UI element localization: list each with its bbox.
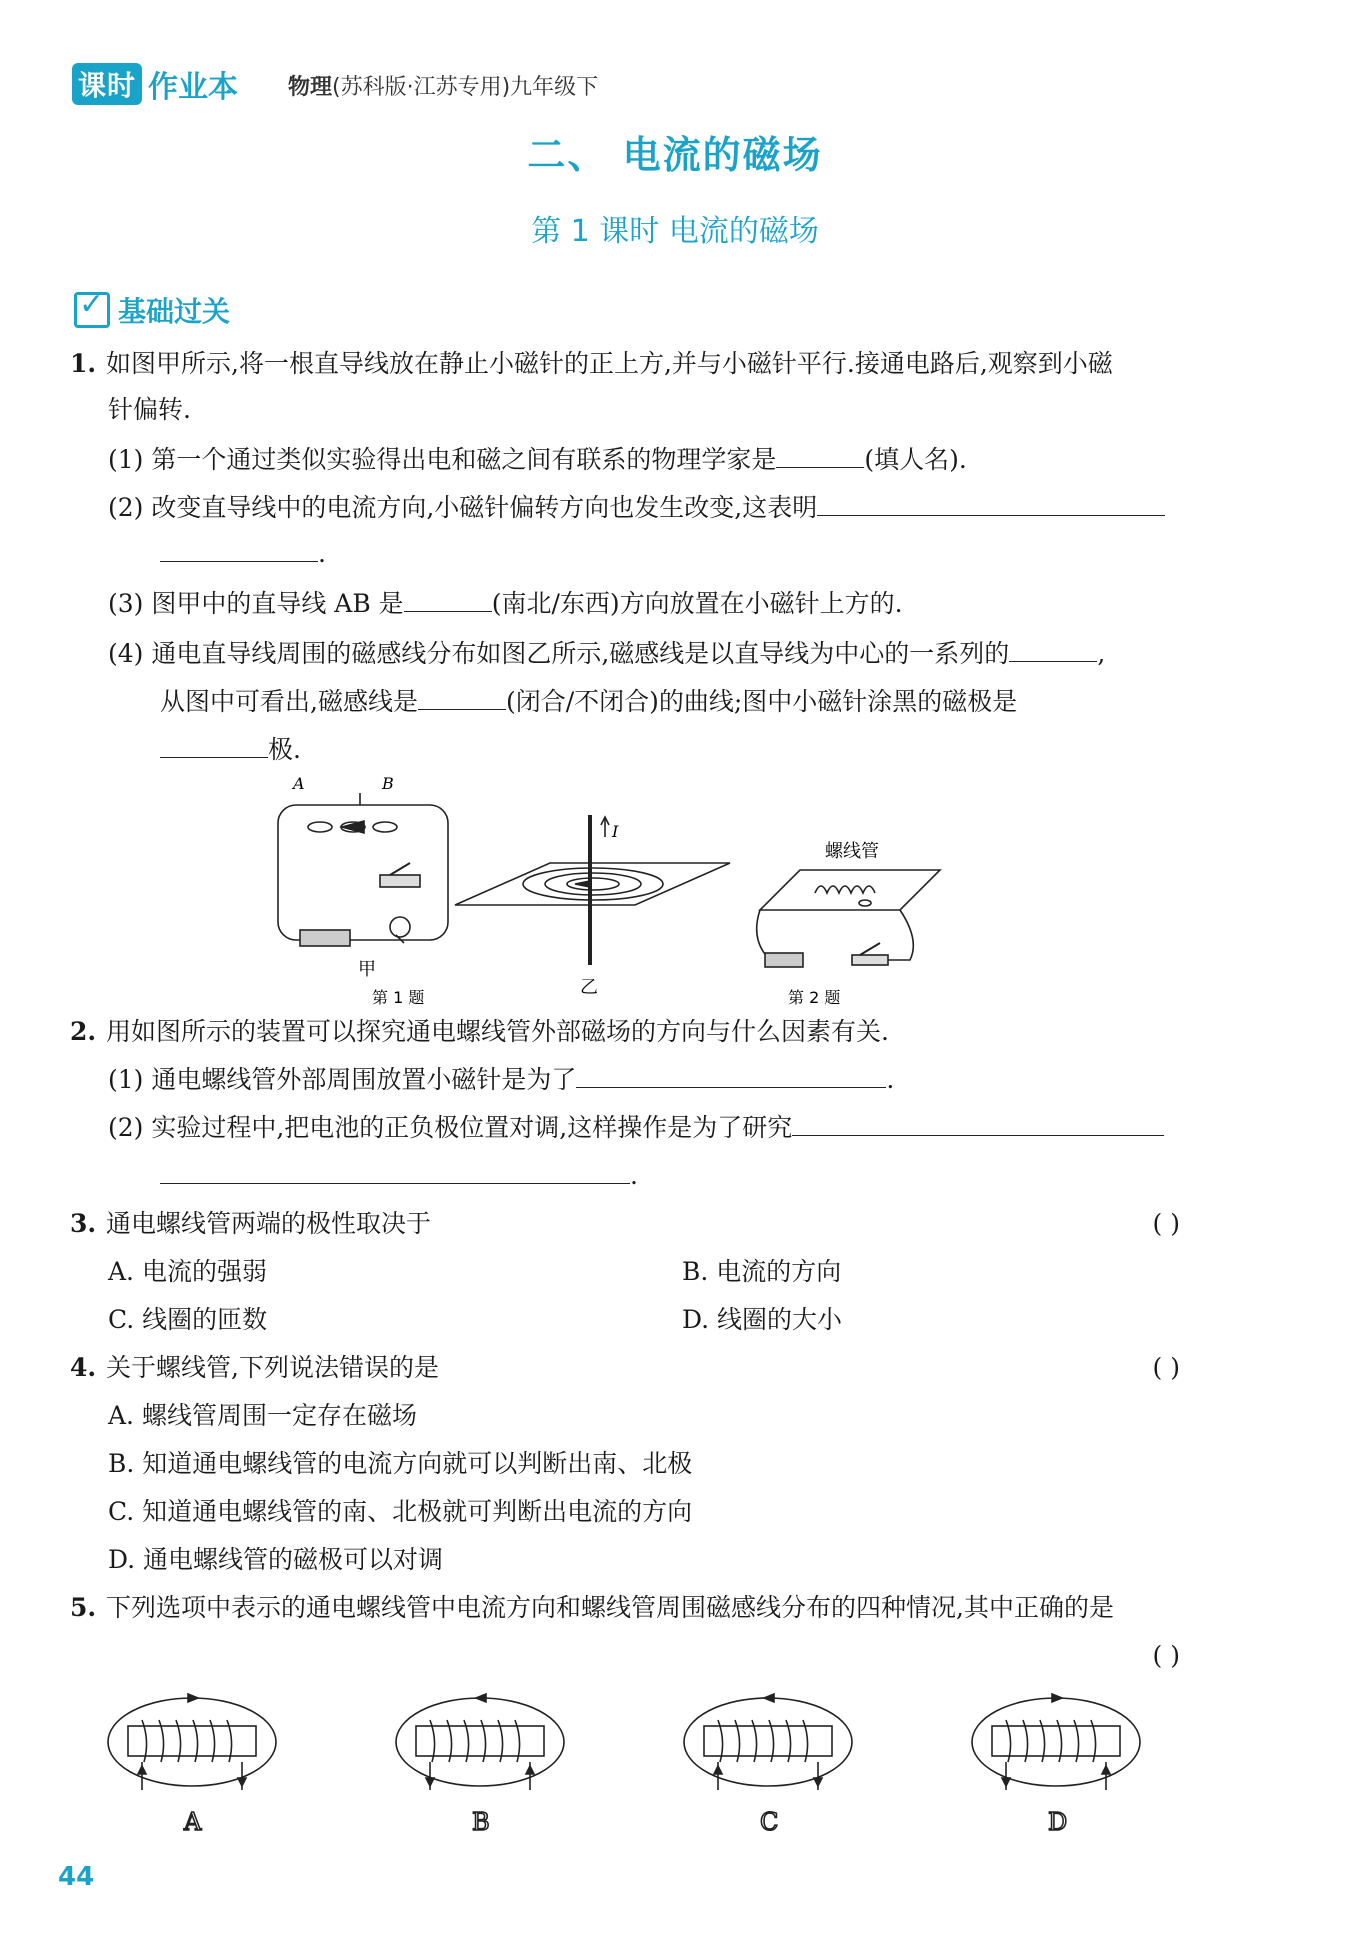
q1-part3-tail: (南北/东西)方向放置在小磁针上方的. [491,589,903,618]
q4-option-b: B. 知道通电螺线管的电流方向就可以判断出南、北极 [108,1449,693,1478]
q1-part4-tail: 极. [268,735,301,764]
q1-part1-tail: (填人名). [864,445,967,474]
figure-jia [278,793,448,946]
q4-number: 4. [70,1353,97,1382]
q1-part2-cont [160,530,326,578]
q1-part2-blank1[interactable] [817,493,1165,516]
label-yi: 乙 [580,977,598,998]
page-number: 44 [58,1862,95,1892]
q4-stem-text: 关于螺线管,下列说法错误的是 [106,1353,439,1382]
basic-heading-text: 基础过关 [118,295,231,328]
q5-number: 5. [70,1593,97,1622]
q2-part1-tail: . [886,1065,895,1094]
q5-option-d-diagram [972,1694,1140,1836]
q4-option-a: A. 螺线管周围一定存在磁场 [108,1401,417,1430]
q1-part4-text2: 从图中可看出,磁感线是 [160,687,418,716]
q2-number: 2. [70,1017,97,1046]
q1-part4-blank3[interactable] [160,735,268,758]
q1-part3-text: (3) 图甲中的直导线 AB 是 [108,589,404,618]
q1-part3-blank[interactable] [404,589,492,612]
q1-stem-line1 [70,340,1113,388]
q2-stem [70,1008,889,1056]
q5-option-c-diagram [684,1694,852,1836]
q3-answer-paren[interactable]: ( ) [1152,1209,1180,1238]
q5-option-b-diagram [396,1694,564,1836]
q1-part4-comma: , [1097,639,1106,668]
label-current-i: I [612,822,619,841]
q2-part1-text: (1) 通电螺线管外部周围放置小磁针是为了 [108,1065,577,1094]
q1-part2-tail: . [318,539,326,568]
figure-yi [455,815,730,965]
q4-option-c: C. 知道通电螺线管的南、北极就可判断出电流的方向 [108,1497,693,1526]
label-point-b: B [382,775,394,793]
caption-figure-2: 第 2 题 [788,988,841,1005]
q5-stem-text: 下列选项中表示的通电螺线管中电流方向和螺线管周围磁感线分布的四种情况,其中正确的是 [106,1593,1114,1622]
logo-badge: 课时 [72,63,142,105]
q5-diagrams [100,1690,1180,1840]
caption-figure-1: 第 1 题 [372,988,425,1005]
q3-number: 3. [70,1209,97,1238]
q4-option-d: D. 通电螺线管的磁极可以对调 [108,1545,444,1574]
q1-part4-blank2[interactable] [418,687,506,710]
book-edition: (苏科版·江苏专用)九年级下 [332,75,599,100]
q3-option-d: D. 线圈的大小 [682,1305,843,1334]
q5-option-label-d: D [1048,1808,1068,1836]
q4-stem [70,1344,1270,1392]
q5-option-label-c: C [760,1808,779,1836]
q3-option-a: A. 电流的强弱 [108,1257,267,1286]
q3-stem [70,1200,1270,1248]
q2-part2 [108,1104,1164,1152]
q5-option-a-diagram [108,1694,276,1836]
q2-stem-text: 用如图所示的装置可以探究通电螺线管外部磁场的方向与什么因素有关. [106,1017,889,1046]
q2-part1 [108,1056,894,1104]
q4-answer-paren[interactable]: ( ) [1152,1353,1180,1382]
q1-part2-text: (2) 改变直导线中的电流方向,小磁针偏转方向也发生改变,这表明 [108,493,818,522]
q2-part2-cont [160,1152,638,1200]
q2-part2-blank2[interactable] [160,1161,630,1184]
q2-part2-blank1[interactable] [792,1113,1164,1136]
q3-option-b: B. 电流的方向 [682,1257,842,1286]
checkbox-icon [74,292,110,328]
q5-answer-paren[interactable]: ( ) [1152,1641,1180,1670]
q2-part1-blank[interactable] [576,1065,886,1088]
q1-part4-line3 [160,726,301,774]
lesson-title: 第 1 课时 电流的磁场 [531,214,819,249]
q5-option-label-a: A [184,1808,202,1836]
figures-q1-q2 [260,775,1080,1005]
q1-part1-text: (1) 第一个通过类似实验得出电和磁之间有联系的物理学家是 [108,445,777,474]
q1-part2-blank2[interactable] [160,539,318,562]
section-title: 二、 电流的磁场 [527,133,823,177]
q1-part4-text1: (4) 通电直导线周围的磁感线分布如图乙所示,磁感线是以直导线为中心的一系列的 [108,639,1010,668]
q1-number: 1. [70,349,97,378]
q1-stem-text1: 如图甲所示,将一根直导线放在静止小磁针的正上方,并与小磁针平行.接通电路后,观察到小磁 [106,349,1113,378]
q2-part2-tail: . [630,1161,638,1190]
logo [72,64,238,104]
book-info [288,70,598,101]
q5-option-label-b: B [472,1808,490,1836]
q1-part2 [108,484,1165,532]
book-subject: 物理 [288,75,333,100]
q1-part4-text3: (闭合/不闭合)的曲线;图中小磁针涂黑的磁极是 [505,687,1018,716]
logo-text: 作业本 [148,70,239,105]
label-jia: 甲 [358,959,376,980]
q1-part1-blank[interactable] [776,445,864,468]
q5-stem [70,1584,1114,1632]
basic-heading [74,290,230,330]
q1-part4-line1 [108,630,1105,678]
q3-option-c: C. 线圈的匝数 [108,1305,268,1334]
q1-part4-blank1[interactable] [1009,639,1097,662]
label-point-a: A [293,775,305,793]
figure-solenoid [757,870,940,967]
q1-part4-line2 [160,678,1017,726]
q1-stem-line2: 针偏转. [108,395,191,424]
q2-part2-text: (2) 实验过程中,把电池的正负极位置对调,这样操作是为了研究 [108,1113,793,1142]
q3-stem-text: 通电螺线管两端的极性取决于 [106,1209,432,1238]
q1-part3 [108,580,903,628]
label-solenoid: 螺线管 [825,841,879,862]
q1-part1 [108,436,967,484]
